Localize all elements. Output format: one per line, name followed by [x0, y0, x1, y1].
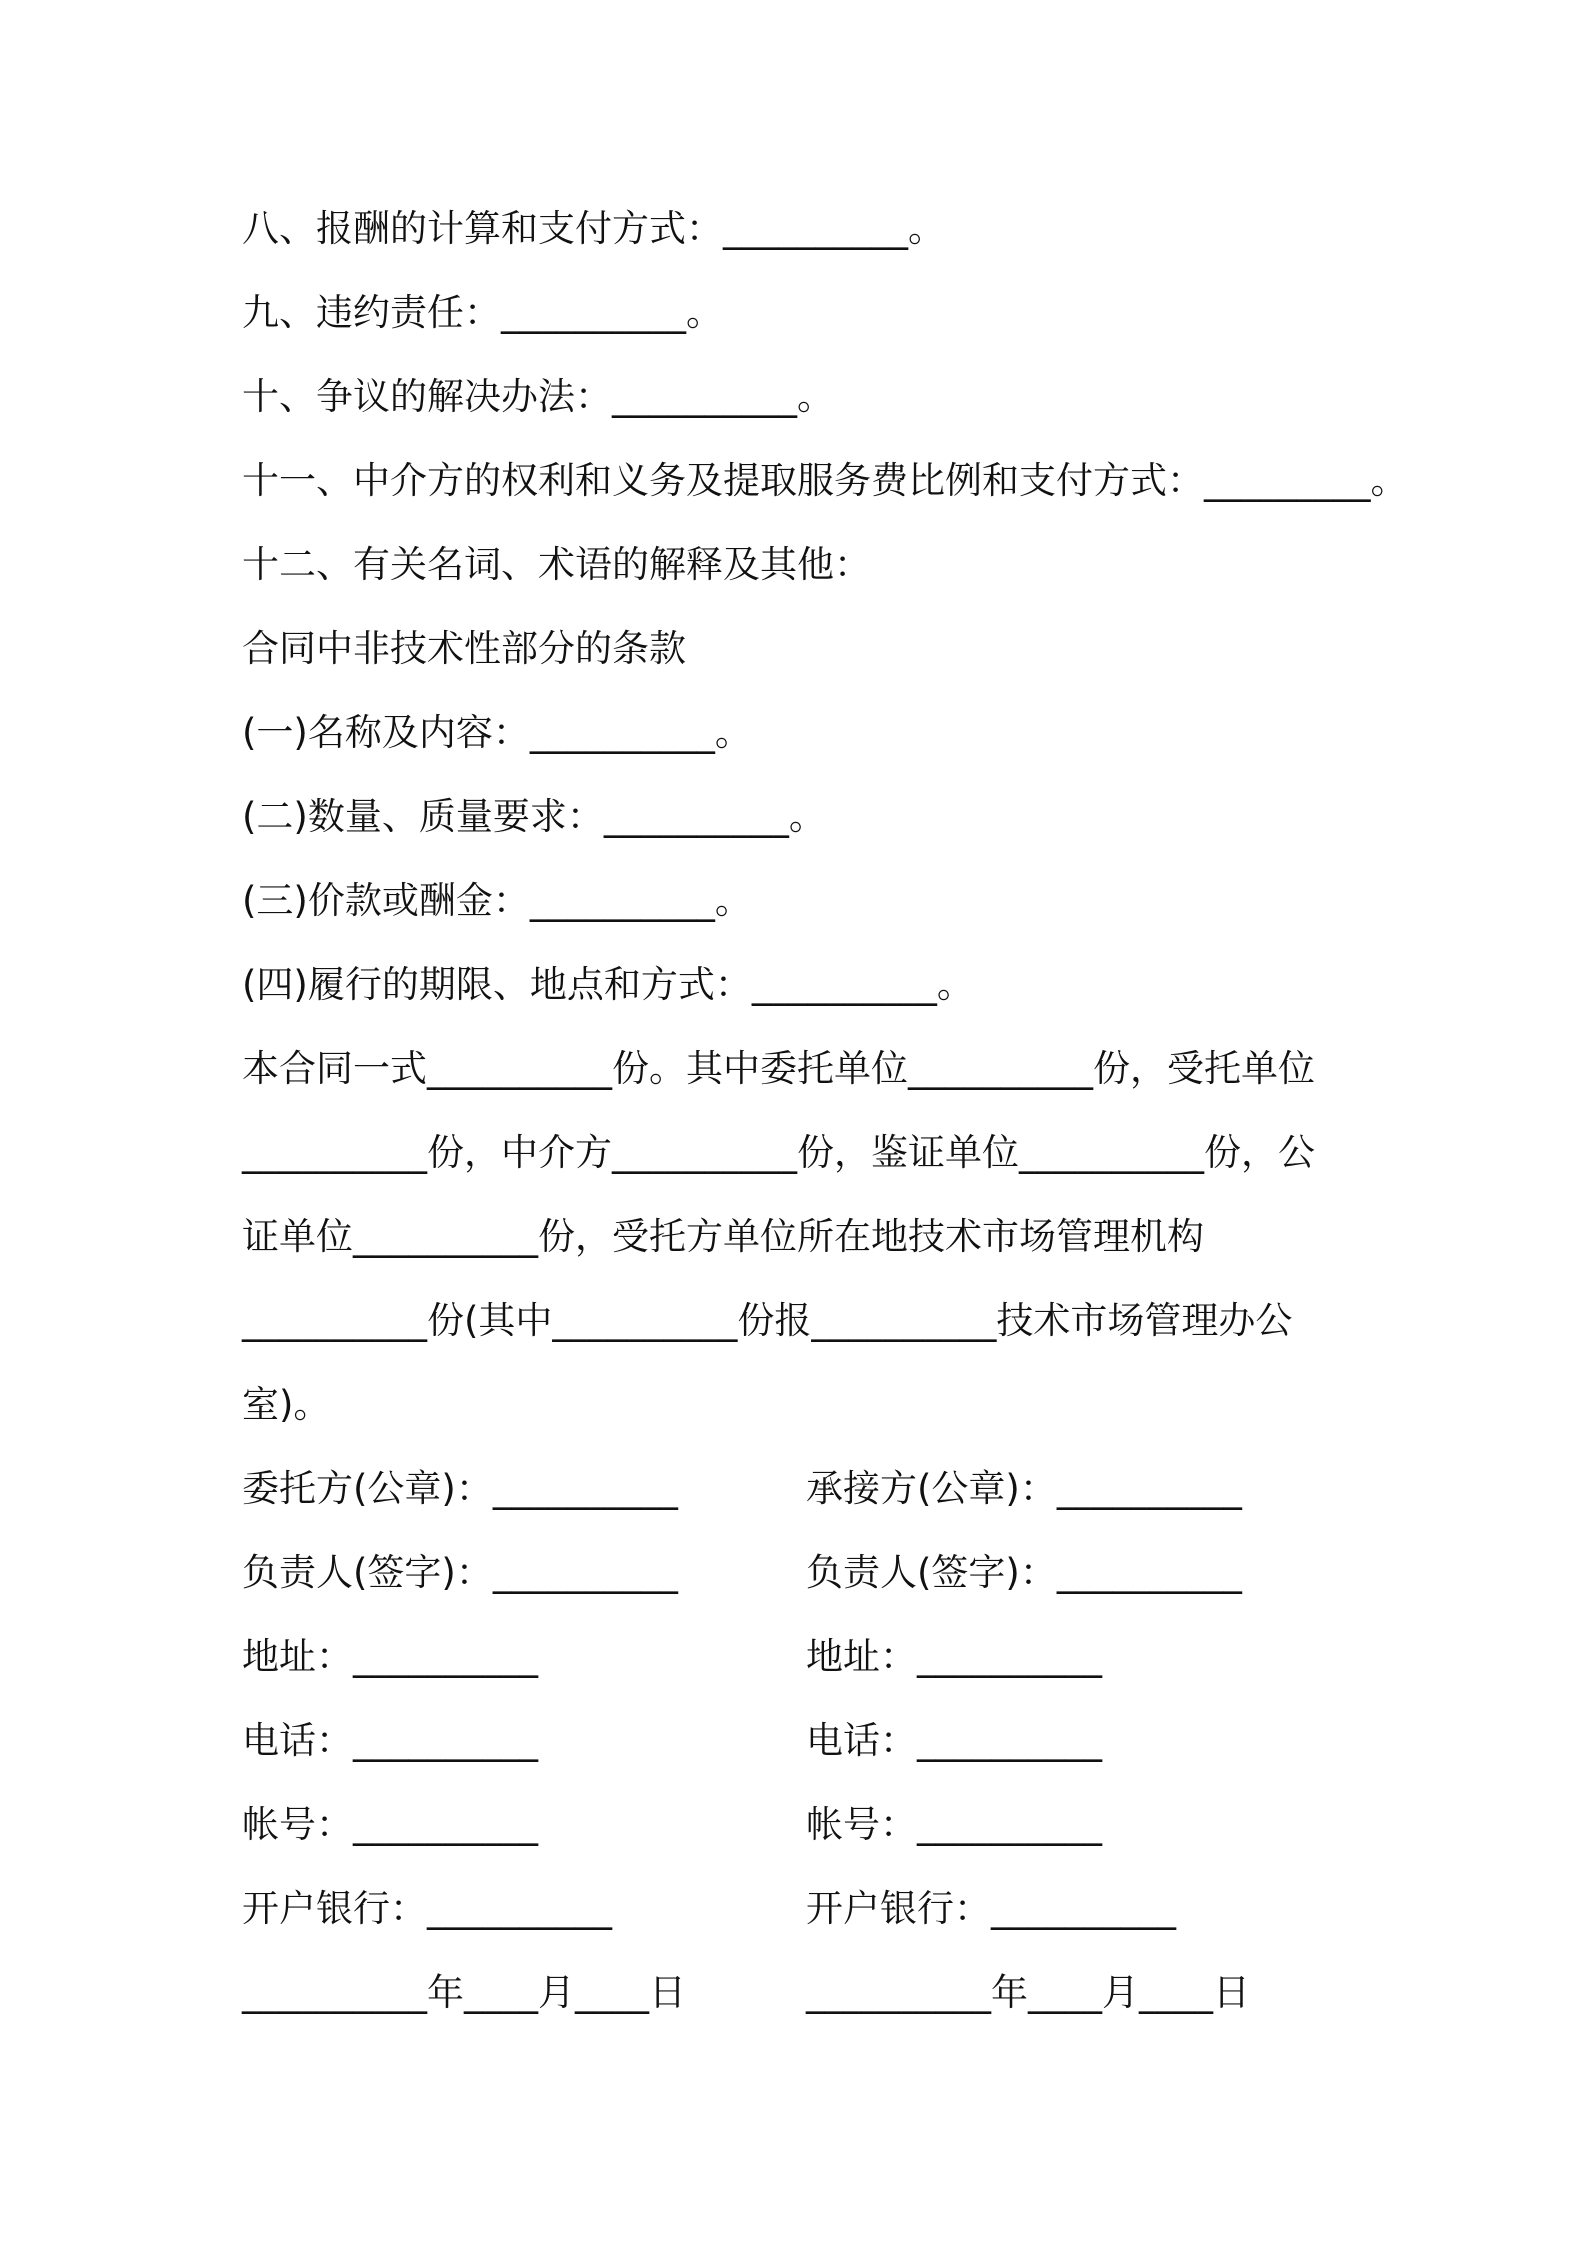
clause-12: 十二、有关名词、术语的解释及其他： [242, 543, 871, 586]
copies-line-1: 本合同一式__________份。其中委托单位__________份，受托单位 [242, 1047, 1315, 1090]
client-phone: 电话：__________ [242, 1719, 538, 1762]
client-bank: 开户银行：__________ [242, 1887, 612, 1930]
client-address: 地址：__________ [242, 1635, 538, 1678]
client-seal: 委托方(公章)：__________ [242, 1467, 678, 1510]
nontech-item-3: (三)价款或酬金：__________。 [242, 879, 752, 922]
contractor-account: 帐号：__________ [806, 1803, 1102, 1846]
copies-line-4: __________份(其中__________份报__________技术市场管理办公 [242, 1299, 1293, 1342]
nontech-heading: 合同中非技术性部分的条款 [242, 627, 686, 670]
clause-10: 十、争议的解决办法：__________。 [242, 375, 834, 418]
contractor-address: 地址：__________ [806, 1635, 1102, 1678]
client-account: 帐号：__________ [242, 1803, 538, 1846]
copies-line-3: 证单位__________份，受托方单位所在地技术市场管理机构 [242, 1215, 1204, 1258]
client-date: __________年____月____日 [242, 1971, 686, 2014]
contractor-phone: 电话：__________ [806, 1719, 1102, 1762]
copies-line-2: __________份，中介方__________份，鉴证单位__________份，公 [242, 1131, 1315, 1174]
nontech-item-4: (四)履行的期限、地点和方式：__________。 [242, 963, 974, 1006]
contractor-seal: 承接方(公章)：__________ [806, 1467, 1242, 1510]
clause-11: 十一、中介方的权利和义务及提取服务费比例和支付方式：_________。 [242, 459, 1408, 502]
copies-line-5: 室)。 [242, 1383, 331, 1426]
contractor-bank: 开户银行：__________ [806, 1887, 1176, 1930]
contractor-date: __________年____月____日 [806, 1971, 1250, 2014]
nontech-item-2: (二)数量、质量要求：__________。 [242, 795, 826, 838]
clause-8: 八、报酬的计算和支付方式：__________。 [242, 207, 945, 250]
clause-9: 九、违约责任：__________。 [242, 291, 723, 334]
nontech-item-1: (一)名称及内容：__________。 [242, 711, 752, 754]
client-responsible: 负责人(签字)：__________ [242, 1551, 678, 1594]
contractor-responsible: 负责人(签字)：__________ [806, 1551, 1242, 1594]
